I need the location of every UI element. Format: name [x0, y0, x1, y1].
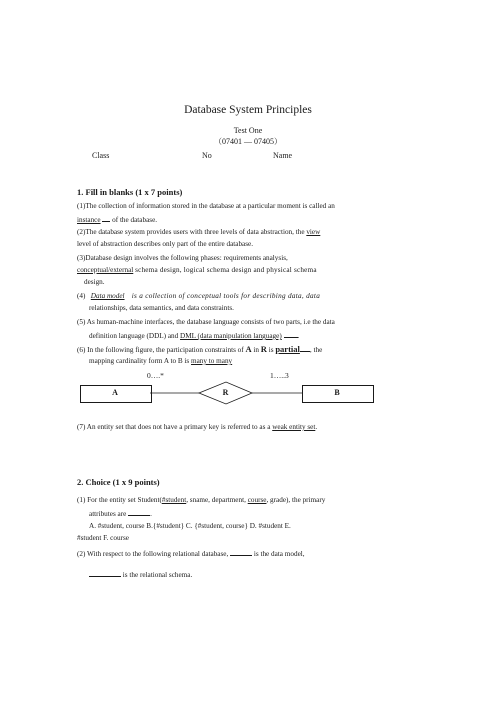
q2-answer: view: [306, 228, 321, 236]
s2-q2-line1: [77, 548, 305, 559]
q5-end: .: [297, 332, 300, 340]
page-title: Database System Principles: [184, 104, 312, 116]
q5-answer: DML (data manipulation language): [180, 332, 282, 340]
s2-q1-options2: #student F. course: [77, 534, 129, 542]
subtitle: Test One: [233, 126, 263, 135]
entity-a-label: A: [112, 388, 118, 397]
s2-q1-end: .: [150, 510, 152, 518]
s2-q1-line2: [89, 508, 152, 519]
s2-q1-line1: [77, 496, 325, 505]
q7-answer: weak entity set: [272, 423, 316, 431]
right-cardinality: 1…..3: [270, 371, 289, 380]
q1-answer: instance: [77, 216, 101, 224]
q6-r: R: [260, 344, 267, 354]
s2-q1-mid1: , sname, department,: [186, 496, 248, 504]
q1-line1: (1)The collection of information stored in the database at a particular moment is called an: [77, 202, 335, 210]
q6-in: in: [253, 346, 259, 354]
name-label: Name: [273, 151, 293, 160]
s2-q1-mid2: , grade), the primary: [266, 496, 326, 504]
q7-line: [77, 423, 317, 432]
course-code: （07401 — 07405）: [214, 137, 282, 146]
s2-q2-pre: (2) With respect to the following relational database,: [77, 550, 229, 558]
entity-b-label: B: [334, 388, 340, 397]
q6-post: , the: [309, 346, 323, 354]
section1-heading: 1. Fill in blanks (1 x 7 points): [77, 187, 183, 197]
q3-answer: conceptual/external: [77, 266, 134, 274]
q6-pre: (6) In the following figure, the participation constraints of: [77, 346, 244, 354]
s2-q2-post: is the data model,: [253, 550, 305, 558]
no-label: No: [202, 151, 212, 160]
s2-q1-pre: (1) For the entity set Student(: [77, 496, 162, 504]
q4-line2: relationships, data semantics, and data constraints.: [89, 304, 234, 312]
q6-a: A: [245, 344, 252, 354]
q6-is: is: [268, 346, 274, 354]
q5-pre2: definition language (DDL) and: [89, 332, 179, 340]
s2-q1-key2: course: [247, 496, 267, 504]
q1-post: of the database.: [112, 216, 158, 224]
class-label: Class: [92, 151, 110, 160]
s2-q2-stem2: is the relational schema.: [122, 571, 193, 579]
q7-end: .: [315, 423, 318, 431]
q6-answer: partial: [275, 344, 300, 354]
q6-pre2: mapping cardinality form A to B is: [89, 357, 190, 365]
section2-heading: 2. Choice (1 x 9 points): [77, 477, 160, 487]
left-cardinality: 0….*: [147, 371, 164, 380]
q5-line1: (5) As human-machine interfaces, the database language consists of two parts, i.e the data: [77, 318, 335, 326]
s2-q1-options: A. #student, course B.{#student} C. {#student, course} D. #student E.: [89, 522, 291, 530]
q3-mid: schema design, logical schema design and physical schema: [135, 266, 317, 274]
q2-line2: level of abstraction describes only part of the entire database.: [77, 240, 254, 248]
q4-num: (4): [77, 292, 86, 300]
s2-q1-stem2: attributes are: [89, 510, 127, 518]
relationship-label: R: [222, 388, 229, 397]
s2-q1-key1: #student: [161, 496, 187, 504]
q2-pre: (2)The database system provides users with three levels of data abstraction, the: [77, 228, 305, 236]
q7-pre: (7) An entity set that does not have a primary key is referred to as a: [77, 423, 271, 431]
q3-line3: design.: [84, 278, 105, 286]
q4-answer: Data model: [90, 292, 125, 300]
q4-rest: is a collection of conceptual tools for describing data, data: [131, 292, 321, 300]
q6-answer2: many to many: [191, 357, 233, 365]
s2-q2-line2: [89, 569, 192, 580]
q3-line1: (3)Database design involves the following phases: requirements analysis,: [77, 254, 288, 262]
